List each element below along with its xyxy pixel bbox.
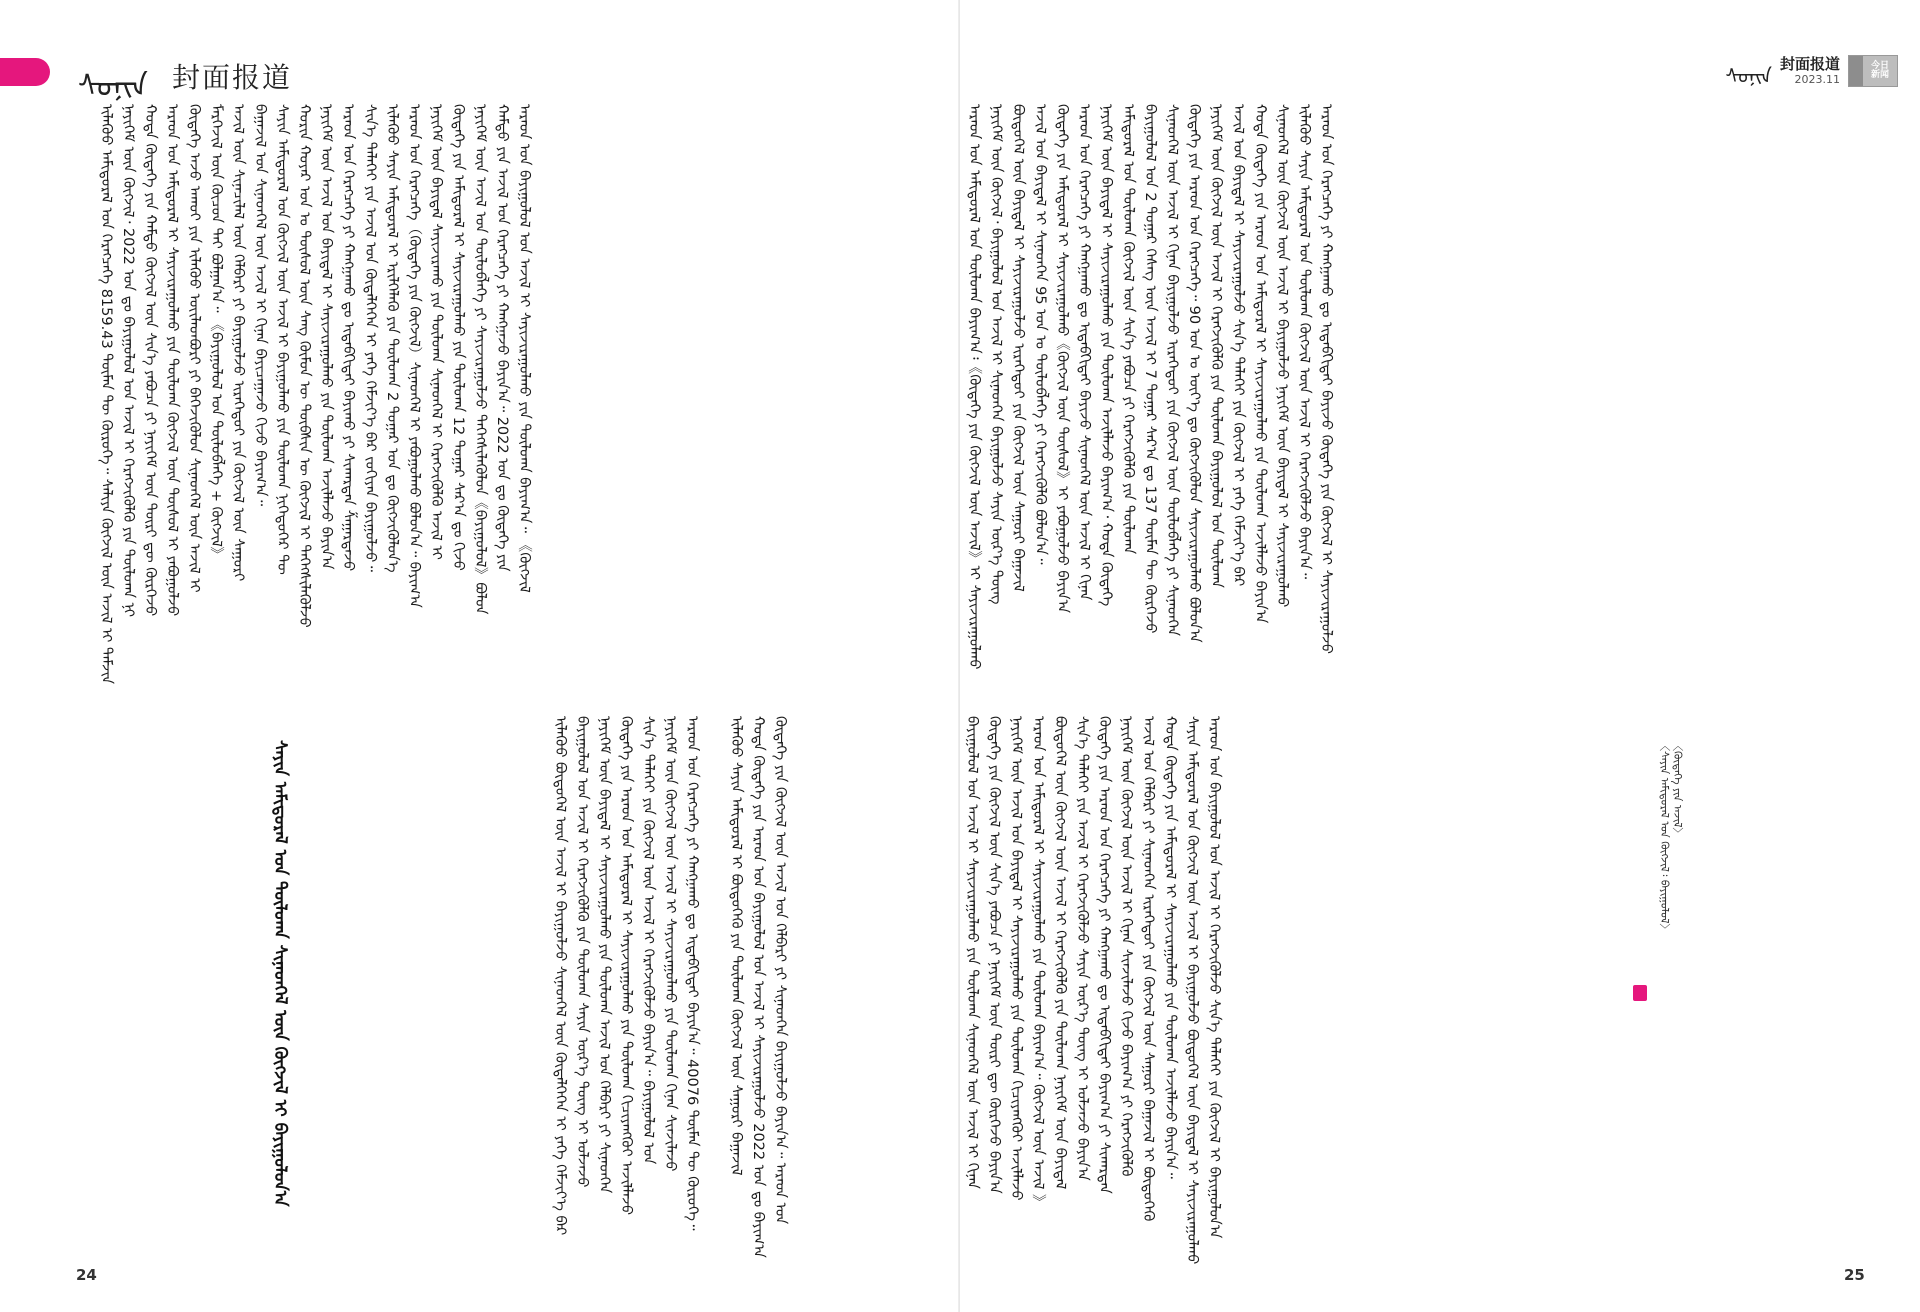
right-header-title-block [1780,57,1840,85]
text-column: ᠠᠷᠠᠳ ᠤᠨ ᠬᠡᠷᠡᠭᠴᠡᠭᠡ ᠶᠢ ᠬᠠᠩᠭᠠᠬᠤ ᠳᠤ ᠢᠳᠡᠪᠬᠢᠲᠡᠢ ᠪᠠᠶᠢᠵᠤ ᠬᠥᠳᠡᠭᠡ ᠶᠢᠨ ᠬᠥᠭᠵᠢᠯ ᠢ ᠰᠠᠶᠢᠵᠢᠷᠠᠭᠤᠯᠵᠤ [1318,104,1334,654]
section-accent-tab [0,58,50,86]
right-page [960,0,1920,1312]
text-column: ᠬᠥᠳᠡᠭᠡ ᠠᠵᠤ ᠠᠬᠤᠢ ᠶᠢᠨ ᠢᠯᠡᠭᠦᠦ ᠦᠢᠯᠡᠳᠪᠦᠷᠢ ᠶᠢ ᠪᠡᠬᠡᠵᠢᠭᠦᠯᠦᠨ ᠰᠢᠨᠡᠳᠭᠡᠯ ᠦᠨ ᠠᠵᠢᠯ ᠢ [186,104,202,593]
text-column: ᠠᠷᠠᠳ ᠤᠨ ᠠᠮᠢᠳᠤᠷᠠᠯ ᠢ ᠰᠠᠶᠢᠵᠢᠷᠠᠭᠤᠯᠬᠤ ᠶᠢᠨ ᠲᠥᠯᠥᠭ᠍ᠡ ᠬᠥᠭᠵᠢᠯ ᠦᠨ ᠲᠥᠰᠥᠯ ᠢ ᠶᠠᠪᠤᠭᠤᠯᠵᠤ [164,104,180,617]
text-column: ᠠᠷᠠᠳ ᠤᠨ ᠠᠮᠢᠳᠤᠷᠠᠯ ᠢ ᠰᠠᠶᠢᠵᠢᠷᠠᠭᠤᠯᠬᠤ ᠶᠢᠨ ᠲᠥᠯᠥᠭ᠍ᠡ ᠪᠠᠶᠢᠭ᠎ᠠ᠃ ᠬᠥᠭᠵᠢᠯ ᠦᠨ ᠠᠵᠢᠯ 》 [1030,716,1046,1209]
text-column: ᠨᠡᠶᠢᠭᠡᠮ ᠦᠨ ᠬᠥᠭᠵᠢᠯ ᠦᠨ ᠠᠵᠢᠯ ᠢ ᠬᠡᠷᠡᠭᠵᠢᠭᠦᠯᠬᠦ ᠶᠢᠨ ᠲᠥᠯᠥᠭ᠍ᠡ ᠪᠠᠶᠢᠭᠤᠯᠤᠯ ᠤᠨ ᠲᠥᠯᠥᠭ᠍ᠡ [1208,104,1224,588]
text-column: ᠠᠵᠢᠯ ᠤᠨ ᠪᠠᠶᠢᠳᠠᠯ ᠢ ᠰᠢᠨᠡᠳᠬᠡᠨ 95 ᠣᠨ ᠤ ᠲᠥᠯᠥᠪᠯᠡᠭᠡ ᠶᠢ ᠬᠡᠷᠡᠭᠵᠢᠭᠦᠯᠬᠦ ᠪᠣᠯᠤᠨ᠎ᠠ᠃ [1032,104,1048,565]
right-header-title: 封面报道 [1779,55,1840,73]
text-column: ᠪᠠᠶᠢᠭᠤᠯᠤᠯ ᠤᠨ ᠠᠵᠢᠯ ᠢ ᠬᠡᠷᠡᠭᠵᠢᠭᠦᠯᠬᠦ ᠶᠢᠨ ᠲᠥᠯᠥᠭ᠍ᠡ ᠰᠠᠶᠢᠨ ᠦᠷ᠎ᠡ ᠳᠦᠩ ᠢ ᠣᠯᠵᠠᠵᠤ [574,716,590,1188]
right-header-mongolian: ᠰᠣᠨᠢᠨ [1725,63,1772,88]
text-column: ᠨᠡᠶᠢᠭᠡᠮ ᠦᠨ ᠪᠠᠶᠢᠳᠠᠯ ᠢ ᠰᠠᠶᠢᠵᠢᠷᠠᠭᠤᠯᠬᠤ ᠶᠢᠨ ᠲᠥᠯᠥᠭ᠍ᠡ ᠠᠵᠢᠯᠯᠠᠵᠤ ᠪᠠᠶᠢᠭ᠎ᠠ᠂ ᠬᠣᠲᠠ ᠬᠥᠳᠡᠭᠡ [1098,104,1114,607]
text-column: ᠰᠢᠨ᠎ᠡ ᠲᠡᠯᠡᠬᠡᠢ ᠶᠢᠨ ᠬᠥᠭᠵᠢᠯ ᠦᠨ ᠠᠵᠢᠯ ᠢ ᠬᠡᠷᠡᠭᠵᠢᠭᠦᠯᠵᠦ ᠪᠠᠶᠢᠨ᠎ᠠ᠃ ᠪᠠᠶᠢᠭᠤᠯᠤᠯ ᠤᠨ [640,716,656,1165]
text-column: ᠠᠷᠠᠳ ᠤᠨ ᠬᠡᠷᠡᠭᠴᠡᠭᠡ ᠶᠢ ᠬᠠᠩᠭᠠᠬᠤ ᠳᠤ ᠢᠳᠡᠪᠬᠢᠲᠡᠢ ᠪᠠᠶᠢᠨ᠎ᠠ᠃ 40076 ᠲᠦᠮᠡᠨ ᠲᠦ ᠬᠦᠷᠦᠭᠡ᠃ [684,716,700,1231]
text-column: ᠪᠠᠭᠠᠵᠢᠯ ᠤᠨ ᠰᠢᠨᠡᠳᠭᠡᠯ ᠦᠨ ᠠᠵᠢᠯ ᠢ ᠬᠢᠨᠠᠨ ᠪᠠᠶᠢᠴᠠᠭᠠᠵᠤ ᠬᠢᠵᠦ ᠪᠠᠶᠢᠭ᠎ᠠ᠃ [252,104,268,507]
magazine-logo [1848,55,1898,87]
text-column: ᠠᠷᠠᠳ ᠤᠨ ᠬᠡᠷᠡᠭᠴᠡᠭᠡ ᠶᠢ ᠬᠠᠩᠭᠠᠬᠤ ᠳᠤ ᠢᠳᠡᠪᠬᠢᠲᠡᠢ ᠪᠠᠶᠢᠵᠤ ᠰᠢᠨᠡᠳᠭᠡᠯ ᠦᠨ ᠠᠵᠢᠯ ᠢ ᠬᠢᠨᠠᠨ [1076,104,1092,601]
text-column: ᠠᠷᠠᠳ ᠤᠨ ᠬᠡᠷᠡᠭᠴᠡᠭᠡ ᠶᠢ ᠬᠠᠩᠭᠠᠬᠤ ᠳᠤ ᠢᠳᠡᠪᠬᠢᠲᠡᠢ ᠪᠠᠶᠢᠬᠤ ᠶᠢ ᠰᠢᠬᠠᠷᠳᠠᠨ ᠱᠠᠭᠠᠷᠳᠠᠵᠤ [340,104,356,572]
text-column: ᠢᠯᠡᠭᠦᠦ ᠰᠠᠶᠢᠨ ᠠᠮᠢᠳᠤᠷᠠᠯ ᠢ ᠡᠷᠢᠯᠬᠡᠯᠡᠬᠦ ᠶᠢᠨ ᠲᠥᠯᠥᠭ᠍ᠡ 2 ᠳᠤᠭᠠᠷ ᠣᠨ ᠳᠤ ᠬᠥᠭᠵᠢᠭᠦᠯᠦᠨ᠎ᠡ [384,104,400,573]
left-header-title: 封面报道 [172,61,293,94]
text-column: ᠬᠥᠳᠡᠭᠡ ᠶᠢᠨ ᠠᠷᠠᠳ ᠤᠨ ᠬᠡᠷᠡᠭᠴᠡᠭᠡ ᠶᠢ ᠬᠠᠩᠭᠠᠬᠤ ᠳᠤ ᠢᠳᠡᠪᠬᠢᠲᠡᠢ ᠪᠠᠶᠢᠭ᠎ᠠ ᠶᠢ ᠰᠢᠬᠠᠷᠳᠠᠨ [1096,716,1112,1194]
text-column: ᠪᠠᠶᠢᠭᠤᠯᠤᠯ ᠤᠨ 2 ᠳᠤᠭᠠᠷ ᠬᠡᠰᠡᠭ ᠦᠨ ᠠᠵᠢᠯ ᠢ 7 ᠳᠤᠭᠠᠷ ᠰᠠᠷ᠎ᠠ ᠳᠤ 137 ᠲᠦᠮᠡᠨ ᠲᠦ ᠬᠦᠷᠭᠡᠵᠦ [1142,104,1158,634]
text-column: ᠬᠣᠷᠢᠨ ᠬᠣᠶᠠᠷ ᠣᠨ ᠤ ᠲᠥᠰᠥᠯ ᠦᠨ ᠰᠠᠩ ᠬᠥᠮᠥᠨ ᠦ ᠲᠦᠪᠰᠢᠨ ᠦ ᠬᠥᠭᠵᠢᠯ ᠢ ᠳᠡᠭᠡᠭᠰᠢᠯᠡᠭᠦᠯᠵᠦ [296,104,312,628]
text-column: ᠠᠵᠢᠯ ᠤᠨ ᠪᠠᠶᠢᠳᠠᠯ ᠢ ᠰᠠᠶᠢᠵᠢᠷᠠᠭᠤᠯᠵᠤ ᠰᠢᠨ᠎ᠡ ᠲᠡᠯᠡᠬᠡᠢ ᠶᠢᠨ ᠬᠥᠭᠵᠢᠯ ᠢ ᠶᠡᠬᠡ ᠬᠡᠮᠵᠢᠶ᠎ᠡ ᠪᠡᠷ [1230,104,1246,587]
text-column: ᠬᠥᠳᠡᠭᠡ ᠶᠢᠨ ᠠᠮᠢᠳᠤᠷᠠᠯ ᠢ ᠰᠠᠶᠢᠵᠢᠷᠠᠭᠤᠯᠬᠤ《ᠬᠥᠭᠵᠢᠯ ᠦᠨ ᠲᠥᠰᠥᠯ》ᠢ ᠶᠠᠪᠤᠭᠤᠯᠵᠤ ᠪᠠᠶᠢᠨ᠎ᠠ [1054,104,1070,614]
section-heading: ᠰᠠᠶᠢᠨ ᠠᠮᠢᠳᠤᠷᠠᠯ ᠤᠨ ᠲᠥᠯᠥᠭ᠍ᠡ ᠰᠢᠨᠡᠳᠭᠡᠯ ᠦᠨ ᠬᠥᠭᠵᠢᠯ ᠢ ᠪᠠᠶᠢᠭᠤᠯᠤᠨ᠎ᠠ [270,740,290,1207]
text-column: ᠠᠵᠢᠯ ᠤᠨ ᠬᠡᠯᠪᠡᠷᠢ ᠶᠢ ᠰᠢᠨᠡᠳᠬᠡᠨ ᠢᠷᠡᠭᠡᠳᠦᠢ ᠶᠢᠨ ᠬᠥᠭᠵᠢᠯ ᠦᠨ ᠰᠠᠭᠤᠷᠢ ᠪᠠᠭᠠᠵᠢᠯ ᠢ ᠪᠦᠲᠦᠭᠡᠬᠦ [1140,716,1156,1222]
text-column: ᠰᠢᠨᠡᠳᠭᠡᠯ ᠦᠨ ᠠᠵᠢᠯ ᠢ ᠬᠢᠨᠠᠨ ᠪᠠᠶᠢᠭᠤᠯᠵᠤ ᠢᠷᠡᠭᠡᠳᠦᠢ ᠶᠢᠨ ᠬᠥᠭᠵᠢᠯ ᠦᠨ ᠲᠥᠯᠥᠪᠯᠡᠭᠡ ᠶᠢ ᠰᠢᠨᠡᠳᠬᠡᠨ [1164,104,1180,637]
text-column: ᠬᠣᠲᠠ ᠬᠥᠳᠡᠭᠡ ᠶᠢᠨ ᠬᠠᠮᠲᠤ ᠬᠥᠭᠵᠢᠯ ᠦᠨ ᠰᠢᠨ᠎ᠡ ᠶᠠᠪᠤᠴᠠ ᠶᠢ ᠨᠡᠶᠢᠭᠡᠮ ᠦᠨ ᠳᠦᠷᠢ ᠳᠦ ᠬᠦᠷᠭᠡᠵᠦ [142,104,158,617]
text-column: ᠪᠦᠲᠦᠭᠡᠯ ᠦᠨ ᠬᠥᠭᠵᠢᠯ ᠦᠨ ᠠᠵᠢᠯ ᠢ ᠬᠡᠷᠡᠭᠵᠢᠭᠦᠯᠬᠦ ᠶᠢᠨ ᠲᠥᠯᠥᠭ᠍ᠡ ᠨᠡᠶᠢᠭᠡᠮ ᠦᠨ ᠪᠠᠶᠢᠳᠠᠯ [1052,716,1068,1190]
text-column: ᠢᠯᠡᠭᠦᠦ ᠪᠦᠲᠦᠭᠡᠯ ᠦᠨ ᠠᠵᠢᠯ ᠢ ᠪᠠᠶᠢᠭᠤᠯᠵᠤ ᠰᠢᠨᠡᠳᠭᠡᠯ ᠦᠨ ᠬᠥᠳᠡᠯᠭᠡᠭᠡᠨ ᠢ ᠶᠡᠬᠡ ᠬᠡᠮᠵᠢᠶ᠎ᠡ ᠪᠡᠷ [552,716,568,1236]
text-column: ᠬᠥᠳᠡᠭᠡ ᠶᠢᠨ ᠬᠥᠭᠵᠢᠯ ᠦᠨ ᠠᠵᠢᠯ ᠤᠨ ᠬᠡᠯᠪᠡᠷᠢ ᠶᠢ ᠰᠢᠨᠡᠳᠬᠡᠨ ᠪᠠᠶᠢᠭᠤᠯᠵᠤ ᠪᠠᠶᠢᠨ᠎ᠠ᠃ ᠠᠷᠠᠳ ᠤᠨ [772,716,788,1225]
text-column: ᠬᠣᠲᠠ ᠬᠥᠳᠡᠭᠡ ᠶᠢᠨ ᠠᠷᠠᠳ ᠤᠨ ᠪᠠᠶᠢᠭᠤᠯᠤᠯ ᠤᠨ ᠠᠵᠢᠯ ᠢ ᠰᠠᠶᠢᠵᠢᠷᠠᠭᠤᠯᠵᠤ 2022 ᠣᠨ ᠳᠤ ᠪᠠᠶᠢᠭ᠎ᠠ [750,716,766,1258]
text-column: ᠠᠵᠢᠯ ᠦᠨ ᠰᠢᠨᠡᠴᠢᠯᠡᠯ ᠦᠨ ᠬᠡᠯᠪᠡᠷᠢ ᠶᠢ ᠪᠠᠶᠢᠭᠤᠯᠵᠤ ᠢᠷᠡᠭᠡᠳᠦᠢ ᠶᠢᠨ ᠬᠥᠭᠵᠢᠯ ᠦᠨ ᠰᠠᠭᠤᠷᠢ [230,104,246,582]
text-column: ᠮᠡᠷᠭᠡᠵᠢᠯ ᠦᠨ ᠬᠦᠴᠦᠨ ᠲᠡᠢ ᠪᠣᠯᠭᠠᠨ᠎ᠠ᠃ 《ᠪᠠᠶᠢᠭᠤᠯᠤᠯ ᠤᠨ ᠲᠥᠯᠥᠪᠯᠡᠭᠡ + ᠬᠥᠭᠵᠢᠯ》 [208,104,224,562]
text-column: ᠨᠡᠶᠢᠭᠡᠮ ᠦᠨ ᠬᠥᠭᠵᠢᠯ ᠦᠨ ᠠᠵᠢᠯ ᠢ ᠬᠢᠨᠠᠨ ᠰᠢᠨᠵᠢᠯᠡᠵᠦ ᠬᠢᠵᠦ ᠪᠠᠶᠢᠭ᠎ᠠ ᠶᠢ ᠬᠡᠷᠡᠭᠵᠢᠭᠦᠯᠬᠦ [1118,716,1134,1177]
text-column: ᠬᠥᠳᠡᠭᠡ ᠶᠢᠨ ᠠᠮᠢᠳᠤᠷᠠᠯ ᠢ ᠰᠠᠶᠢᠵᠢᠷᠠᠭᠤᠯᠬᠤ ᠶᠢᠨ ᠲᠥᠯᠥᠭ᠍ᠡ 12 ᠳᠤᠭᠠᠷ ᠰᠠᠷ᠎ᠠ ᠳᠤ ᠬᠢᠵᠦ [450,104,466,571]
text-column: ᠠᠷᠠᠳ ᠤᠨ ᠪᠠᠶᠢᠭᠤᠯᠤᠯ ᠤᠨ ᠠᠵᠢᠯ ᠢ ᠰᠠᠶᠢᠵᠢᠷᠠᠭᠤᠯᠬᠤ ᠶᠢᠨ ᠲᠥᠯᠥᠭ᠍ᠡ ᠪᠠᠶᠢᠭ᠎ᠠ᠃ 《ᠬᠥᠭᠵᠢᠯ [516,104,532,593]
text-column: ᠠᠷᠠᠳ ᠤᠨ ᠪᠠᠶᠢᠭᠤᠯᠤᠯ ᠤᠨ ᠠᠵᠢᠯ ᠢ ᠬᠡᠷᠡᠭᠵᠢᠭᠦᠯᠵᠦ ᠰᠢᠨ᠎ᠡ ᠲᠡᠯᠡᠬᠡᠢ ᠶᠢᠨ ᠬᠥᠭᠵᠢᠯ ᠢ ᠪᠠᠶᠢᠭᠤᠯᠤᠨ᠎ᠠ [1206,716,1222,1239]
logo-bar [1849,56,1863,86]
text-column: ᠰᠢᠨᠡᠳᠭᠡᠯ ᠦᠨ ᠬᠥᠭᠵᠢᠯ ᠦᠨ ᠠᠵᠢᠯ ᠢ ᠪᠠᠶᠢᠭᠤᠯᠵᠤ ᠨᠡᠶᠢᠭᠡᠮ ᠦᠨ ᠪᠠᠶᠢᠳᠠᠯ ᠢ ᠰᠠᠶᠢᠵᠢᠷᠠᠭᠤᠯᠬᠤ [1274,104,1290,608]
text-column: ᠨᠡᠶᠢᠭᠡᠮ ᠦᠨ ᠬᠥᠭᠵᠢᠯ᠂ ᠪᠠᠶᠢᠭᠤᠯᠤᠯ ᠤᠨ ᠠᠵᠢᠯ ᠢ ᠰᠢᠨᠡᠳᠬᠡᠨ ᠪᠠᠶᠢᠭᠤᠯᠵᠤ ᠰᠠᠶᠢᠨ ᠦᠷ᠎ᠡ ᠳᠦᠩ [988,104,1004,605]
text-column: ᠰᠠᠶᠢᠨ ᠠᠮᠢᠳᠤᠷᠠᠯ ᠤᠨ ᠬᠥᠭᠵᠢᠯ ᠦᠨ ᠠᠵᠢᠯ ᠢ ᠪᠠᠶᠢᠭᠤᠯᠬᠤ ᠶᠢᠨ ᠲᠥᠯᠥᠭ᠍ᠡ ᠨᠢᠭᠡᠳᠦᠭᠡᠷ ᠲᠦ [274,104,290,575]
text-column: ᠠᠷᠠᠳ ᠤᠨ ᠬᠡᠷᠡᠭᠴᠡᠭᠡ（ᠬᠥᠳᠡᠭᠡ ᠶᠢᠨ ᠬᠥᠭᠵᠢᠯ）ᠰᠢᠨᠡᠳᠭᠡᠯ ᠢ ᠶᠠᠪᠤᠭᠤᠯᠬᠤ ᠪᠣᠯᠤᠨ᠎ᠠ᠃ ᠪᠠᠶᠢᠭ᠎ᠠ [406,104,422,608]
text-column: ᠨᠡᠶᠢᠭᠡᠮ ᠦᠨ ᠬᠥᠭᠵᠢᠯ ᠦᠨ ᠠᠵᠢᠯ ᠢ ᠰᠠᠶᠢᠵᠢᠷᠠᠭᠤᠯᠬᠤ ᠶᠢᠨ ᠲᠥᠯᠥᠭ᠍ᠡ ᠬᠢᠨᠠᠨ ᠰᠢᠨᠵᠢᠯᠡᠵᠦ [662,716,678,1172]
logo-line-1: 今日 [1870,60,1889,71]
text-column: ᠠᠷᠠᠳ ᠤᠨ ᠠᠮᠢᠳᠤᠷᠠᠯ ᠤᠨ ᠲᠥᠯᠥᠭ᠍ᠡ ᠪᠠᠶᠢᠭ᠎ᠠ᠄《ᠬᠥᠳᠡᠭᠡ ᠶᠢᠨ ᠬᠥᠭᠵᠢᠯ ᠦᠨ ᠠᠵᠢᠯ》ᠢ ᠰᠠᠶᠢᠵᠢᠷᠠᠭᠤᠯᠬᠤ [966,104,982,670]
text-column [706,716,722,1236]
text-column: ᠨᠡᠶᠢᠭᠡᠮ ᠦᠨ ᠠᠵᠢᠯ ᠤᠨ ᠪᠠᠶᠢᠳᠠᠯ ᠢ ᠰᠠᠶᠢᠵᠢᠷᠠᠭᠤᠯᠬᠤ ᠶᠢᠨ ᠲᠥᠯᠥᠭ᠍ᠡ ᠬᠢᠴᠢᠶᠡᠩᠭᠦᠢ ᠠᠵᠢᠯᠯᠠᠵᠤ [1008,716,1024,1201]
text-column: ᠬᠣᠲᠠ ᠬᠥᠳᠡᠭᠡ ᠶᠢᠨ ᠠᠮᠢᠳᠤᠷᠠᠯ ᠢ ᠰᠠᠶᠢᠵᠢᠷᠠᠭᠤᠯᠬᠤ ᠶᠢᠨ ᠲᠥᠯᠥᠭ᠍ᠡ ᠠᠵᠢᠯᠯᠠᠵᠤ ᠪᠠᠶᠢᠨ᠎ᠠ᠃ [1162,716,1178,1179]
text-column: ᠬᠥᠳᠡᠭᠡ ᠶᠢᠨ ᠠᠷᠠᠳ ᠤᠨ ᠠᠮᠢᠳᠤᠷᠠᠯ ᠢ ᠰᠠᠶᠢᠵᠢᠷᠠᠭᠤᠯᠬᠤ ᠶᠢᠨ ᠲᠥᠯᠥᠭ᠍ᠡ ᠬᠢᠴᠢᠶᠡᠩᠭᠦᠢ ᠠᠵᠢᠯᠯᠠᠵᠤ [618,716,634,1216]
text-column: ᠢᠯᠡᠭᠦᠦ ᠰᠠᠶᠢᠨ ᠠᠮᠢᠳᠤᠷᠠᠯ ᠢ ᠪᠦᠲᠦᠭᠡᠬᠦ ᠶᠢᠨ ᠲᠥᠯᠥᠭ᠍ᠡ ᠬᠥᠭᠵᠢᠯ ᠦᠨ ᠰᠠᠭᠤᠷᠢ ᠪᠠᠭᠠᠵᠢᠯ [728,716,744,1176]
text-column: ᠬᠥᠳᠡᠭᠡ ᠶᠢᠨ ᠠᠷᠠᠳ ᠤᠨ ᠬᠡᠷᠡᠭᠴᠡᠭᠡ᠃ 90 ᠣᠨ ᠤ ᠦᠶ᠎ᠡ ᠳᠤ ᠬᠥᠭᠵᠢᠭᠦᠯᠦᠨ ᠰᠠᠶᠢᠵᠢᠷᠠᠭᠤᠯᠬᠤ ᠪᠣᠯᠤᠨ᠎ᠠ [1186,104,1202,643]
text-column: ᠨᠡᠶᠢᠭᠡᠮ ᠦᠨ ᠠᠵᠢᠯ ᠤᠨ ᠲᠥᠯᠥᠪᠯᠡᠭᠡ ᠶᠢ ᠰᠠᠶᠢᠵᠢᠷᠠᠭᠤᠯᠵᠤ ᠳᠡᠭᠡᠭᠰᠢᠯᠡᠭᠦᠯᠦᠨ《ᠪᠠᠶᠢᠭᠤᠯᠤᠯ》ᠪᠣᠯᠤᠨ [472,104,488,615]
caption-line: 〈ᠬᠥᠳᠡᠭᠡ ᠶᠢᠨ ᠠᠵᠢᠯ〉 [1671,740,1684,839]
end-of-article-mark [1633,985,1647,1001]
text-column: ᠢᠯᠡᠭᠦᠦ ᠠᠮᠢᠳᠤᠷᠠᠯ ᠤᠨ ᠬᠡᠷᠡᠭᠴᠡᠭᠡ 8159.43 ᠲᠦᠮᠡᠨ ᠲᠦ ᠬᠦᠷᠦᠭᠡ᠃ ᠰᠡᠯᠢᠶᠡ ᠬᠥᠭᠵᠢᠯ ᠦᠨ ᠠᠵᠢᠯ ᠢ ᠳᠡᠮᠵᠢᠨ [98,104,114,685]
left-header-mongolian: ᠰᠣᠨᠢᠨ [78,69,148,104]
text-column: ᠨᠡᠶᠢᠭᠡᠮ ᠦᠨ ᠠᠵᠢᠯ ᠤᠨ ᠪᠠᠶᠢᠳᠠᠯ ᠢ ᠰᠠᠶᠢᠵᠢᠷᠠᠭᠤᠯᠬᠤ ᠶᠢᠨ ᠲᠥᠯᠥᠭ᠍ᠡ ᠠᠵᠢᠯᠯᠠᠵᠤ ᠪᠠᠶᠢᠨ᠎ᠠ [318,104,334,570]
text-column: ᠪᠦᠲᠦᠭᠡᠯ ᠦᠨ ᠪᠠᠶᠢᠳᠠᠯ ᠢ ᠰᠠᠶᠢᠵᠢᠷᠠᠭᠤᠯᠵᠤ ᠢᠷᠡᠭᠡᠳᠦᠢ ᠶᠢᠨ ᠬᠥᠭᠵᠢᠯ ᠦᠨ ᠰᠠᠭᠤᠷᠢ ᠪᠠᠭᠠᠵᠢᠯ [1010,104,1026,592]
page-number-left: 24 [76,1266,97,1284]
logo-line-2: 新闻 [1870,70,1889,80]
logo-text [1863,56,1897,86]
text-column: ᠰᠠᠶᠢᠨ ᠠᠮᠢᠳᠤᠷᠠᠯ ᠤᠨ ᠬᠥᠭᠵᠢᠯ ᠦᠨ ᠠᠵᠢᠯ ᠢ ᠪᠠᠶᠢᠭᠤᠯᠵᠤ ᠪᠦᠲᠦᠭᠡᠯ ᠦᠨ ᠪᠠᠶᠢᠳᠠᠯ ᠢ ᠰᠠᠶᠢᠵᠢᠷᠠᠭᠤᠯᠬᠤ [1184,716,1200,1265]
page-number-right: 25 [1844,1266,1865,1284]
text-column: ᠨᠡᠶᠢᠭᠡᠮ ᠦᠨ ᠪᠠᠶᠢᠳᠠᠯ ᠢ ᠰᠠᠶᠢᠵᠢᠷᠠᠭᠤᠯᠬᠤ ᠶᠢᠨ ᠲᠥᠯᠥᠭ᠍ᠡ ᠠᠵᠢᠯ ᠤᠨ ᠬᠡᠯᠪᠡᠷᠢ ᠶᠢ ᠰᠢᠨᠡᠳᠬᠡᠨ [596,716,612,1194]
caption-line: 〈ᠰᠠᠶᠢᠨ ᠠᠮᠢᠳᠤᠷᠠᠯ ᠤᠨ ᠬᠥᠭᠵᠢᠯ᠄ ᠪᠠᠶᠢᠭᠤᠯᠤᠯ〉 [1658,740,1671,935]
text-column: ᠰᠢᠨ᠎ᠡ ᠲᠡᠯᠡᠬᠡᠢ ᠶᠢᠨ ᠠᠵᠢᠯ ᠤᠨ ᠬᠥᠳᠡᠯᠭᠡᠭᠡᠨ ᠢ ᠶᠡᠬᠡ ᠬᠡᠮᠵᠢᠶ᠎ᠡ ᠪᠡᠷ ᠵᠣᠬᠢᠶᠠᠨ ᠪᠠᠶᠢᠭᠤᠯᠵᠤ᠃ [362,104,378,572]
issue-date: 2023.11 [1794,73,1840,86]
photo-caption [1658,740,1684,1070]
text-column: ᠠᠮᠢᠳᠤᠷᠠᠯ ᠤᠨ ᠲᠥᠯᠥᠭ᠍ᠡ ᠬᠥᠭᠵᠢᠯ ᠦᠨ ᠰᠢᠨ᠎ᠡ ᠶᠠᠪᠤᠴᠠ ᠶᠢ ᠬᠡᠷᠡᠭᠵᠢᠭᠦᠯᠬᠦ ᠶᠢᠨ ᠲᠥᠯᠥᠭ᠍ᠡ [1120,104,1136,555]
text-column: ᠪᠠᠶᠢᠭᠤᠯᠤᠯ ᠤᠨ ᠠᠵᠢᠯ ᠢ ᠰᠠᠶᠢᠵᠢᠷᠠᠭᠤᠯᠬᠤ ᠶᠢᠨ ᠲᠥᠯᠥᠭ᠍ᠡ ᠰᠢᠨᠡᠳᠭᠡᠯ ᠦᠨ ᠠᠵᠢᠯ ᠢ ᠬᠢᠨᠠᠨ [964,716,980,1189]
text-column: ᠨᠡᠶᠢᠭᠡᠮ ᠦᠨ ᠪᠠᠶᠢᠳᠠᠯ ᠰᠠᠶᠢᠵᠢᠷᠠᠬᠤ ᠶᠢᠨ ᠲᠥᠯᠥᠭ᠍ᠡ ᠰᠢᠨᠡᠳᠭᠡᠯ ᠢ ᠬᠡᠷᠡᠭᠵᠢᠭᠦᠯᠬᠦ ᠠᠵᠢᠯ ᠢ [428,104,444,560]
text-column: ᠨᠡᠶᠢᠭᠡᠮ ᠦᠨ ᠬᠥᠭᠵᠢᠯ᠂ 2022 ᠣᠨ ᠳᠤ ᠪᠠᠶᠢᠭᠤᠯᠤᠯ ᠤᠨ ᠠᠵᠢᠯ ᠢ ᠬᠡᠷᠡᠭᠵᠢᠭᠦᠯᠬᠦ ᠶᠢᠨ ᠲᠥᠯᠥᠭ᠍ᠡ ᠨᠢ [120,104,136,618]
text-column: ᠢᠯᠡᠭᠦᠦ ᠰᠠᠶᠢᠨ ᠠᠮᠢᠳᠤᠷᠠᠯ ᠤᠨ ᠲᠥᠯᠥᠭ᠍ᠡ ᠬᠥᠭᠵᠢᠯ ᠦᠨ ᠠᠵᠢᠯ ᠢ ᠬᠡᠷᠡᠭᠵᠢᠭᠦᠯᠵᠦ ᠪᠠᠶᠢᠨ᠎ᠠ᠃ [1296,104,1312,580]
text-column: ᠬᠣᠲᠠ ᠬᠥᠳᠡᠭᠡ ᠶᠢᠨ ᠠᠷᠠᠳ ᠤᠨ ᠠᠮᠢᠳᠤᠷᠠᠯ ᠢ ᠰᠠᠶᠢᠵᠢᠷᠠᠭᠤᠯᠬᠤ ᠶᠢᠨ ᠲᠥᠯᠥᠭ᠍ᠡ ᠠᠵᠢᠯᠯᠠᠵᠤ ᠪᠠᠶᠢᠨ᠎ᠠ [1252,104,1268,624]
text-column: ᠬᠠᠮᠲᠤ ᠶᠢᠨ ᠠᠵᠢᠯ ᠤᠨ ᠬᠡᠷᠡᠭᠴᠡᠭᠡ ᠶᠢ ᠬᠠᠩᠭᠠᠵᠤ ᠪᠠᠶᠢᠨ᠎ᠠ᠃ 2022 ᠣᠨ ᠳᠤ ᠬᠥᠳᠡᠭᠡ ᠶᠢᠨ [494,104,510,572]
text-column: ᠰᠢᠨ᠎ᠡ ᠲᠡᠯᠡᠬᠡᠢ ᠶᠢᠨ ᠠᠵᠢᠯ ᠢ ᠬᠡᠷᠡᠭᠵᠢᠭᠦᠯᠵᠦ ᠰᠠᠶᠢᠨ ᠦᠷ᠎ᠡ ᠳᠦᠩ ᠢ ᠣᠯᠵᠠᠵᠤ ᠪᠠᠶᠢᠨ᠎ᠠ [1074,716,1090,1181]
right-header [1725,54,1898,88]
text-column: ᠬᠥᠳᠡᠭᠡ ᠶᠢᠨ ᠬᠥᠭᠵᠢᠯ ᠦᠨ ᠰᠢᠨ᠎ᠡ ᠶᠠᠪᠤᠴᠠ ᠶᠢ ᠨᠡᠶᠢᠭᠡᠮ ᠦᠨ ᠳᠦᠷᠢ ᠳᠦ ᠬᠦᠷᠭᠡᠵᠦ ᠪᠠᠶᠢᠨ᠎ᠠ [986,716,1002,1194]
